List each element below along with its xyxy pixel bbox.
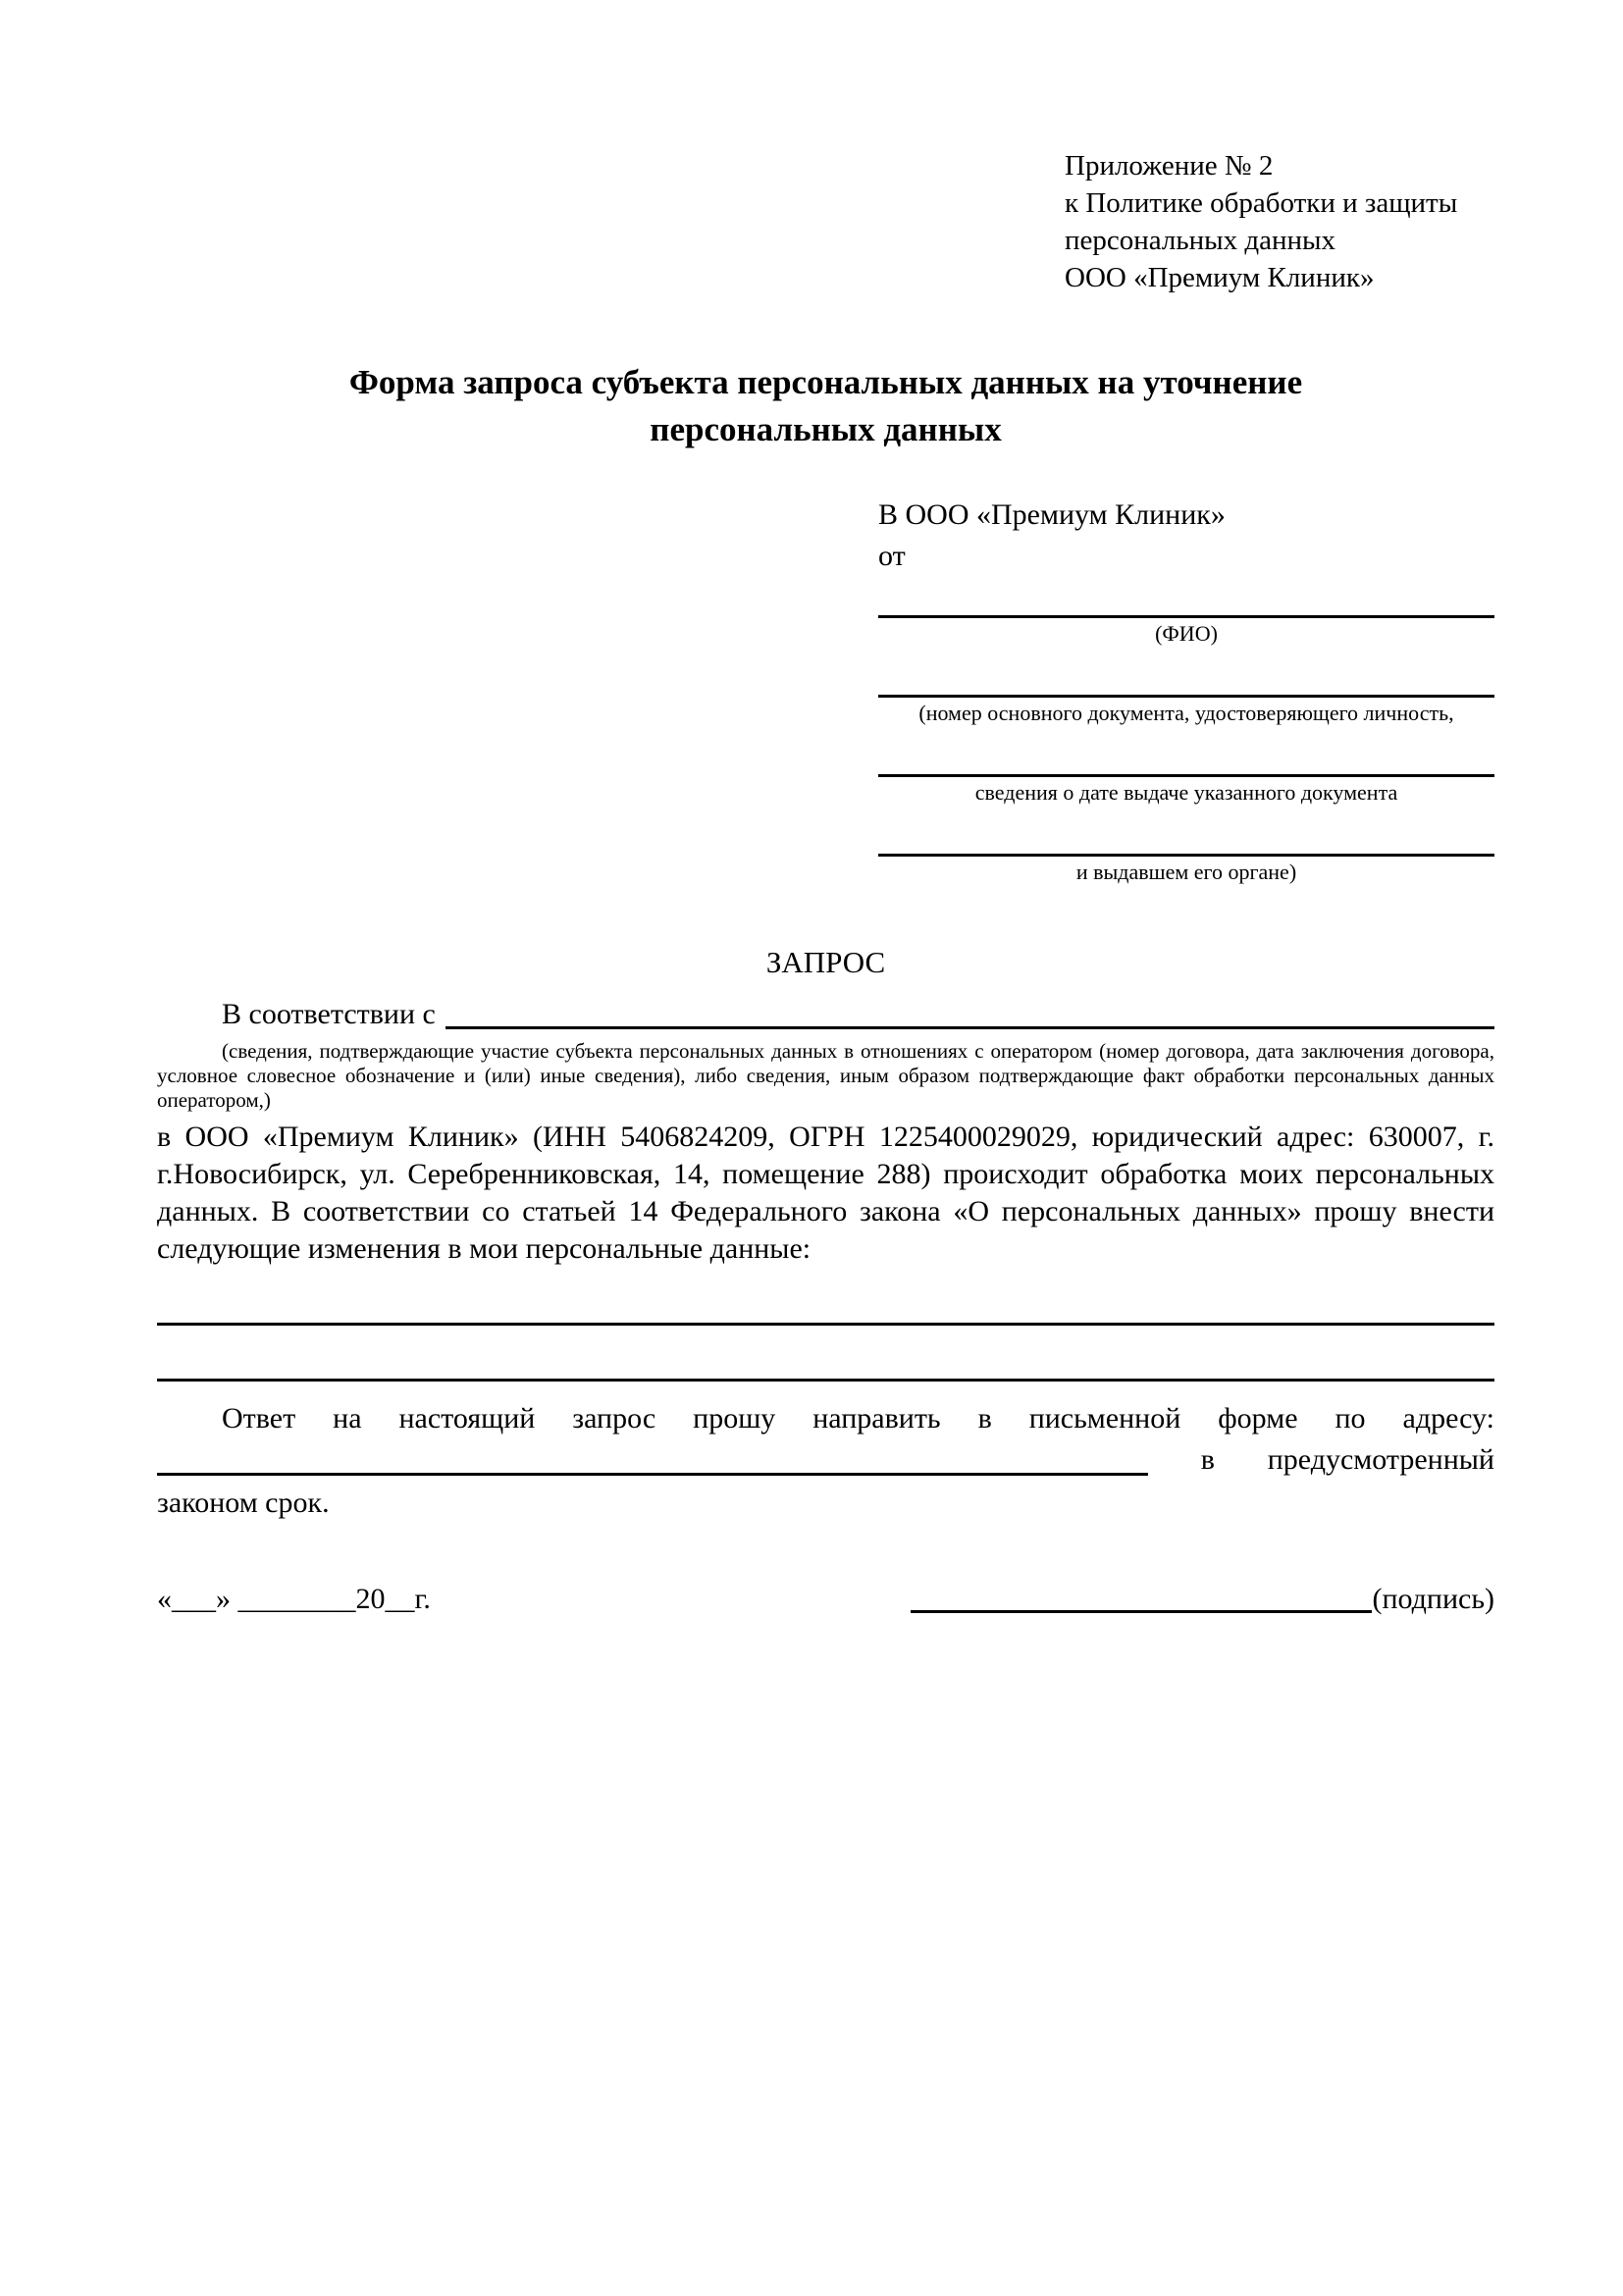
reply-word-in: в [1200, 1443, 1215, 1476]
annex-line: к Политике обработки и защиты [1065, 187, 1458, 219]
annex-note [1065, 147, 1494, 296]
addressee-block [878, 495, 1494, 895]
document-number-blank-line [878, 672, 1494, 698]
signature-caption: (подпись) [1372, 1583, 1494, 1615]
date-blank: «___» ________20__г. [157, 1583, 431, 1615]
changes-blank-line-1 [157, 1323, 1494, 1326]
annex-line: Приложение № 2 [1065, 150, 1274, 182]
fio-caption: (ФИО) [1155, 621, 1218, 646]
request-heading: ЗАПРОС [765, 945, 886, 979]
accordance-footnote: (сведения, подтверждающие участие субъекта персональных данных в отношениях с оператором (номер договора, дата заключения договора, условное словесное обозначение и (или) иные сведения), либо сведения, иным образом подтверждающие факт обработки персональных данных оператором,) [157, 1039, 1494, 1112]
issuing-authority-blank-line [878, 831, 1494, 857]
accordance-prefix: В соответствии с [222, 998, 436, 1030]
signoff-row [157, 1580, 1494, 1619]
addressee-from-label: от [878, 540, 906, 572]
signature-blank-line [911, 1610, 1372, 1613]
signature-area [911, 1580, 1494, 1619]
reply-sentence: Ответ на настоящий запрос прошу направить в письменной форме по адресу: [222, 1402, 1494, 1435]
accordance-blank-line [445, 1026, 1494, 1029]
document-title: Форма запроса субъекта персональных данных на уточнение персональных данных [348, 363, 1303, 448]
document-number-caption: (номер основного документа, удостоверяющего личность, [918, 701, 1454, 725]
accordance-line [157, 995, 1494, 1034]
annex-line: персональных данных [1065, 225, 1336, 256]
issue-date-caption: сведения о дате выдаче указанного документа [974, 780, 1398, 805]
changes-blank-line-2 [157, 1379, 1494, 1382]
reply-word-term: предусмотренный [1267, 1443, 1494, 1476]
reply-closing: законом срок. [157, 1487, 330, 1519]
issue-date-blank-line [878, 752, 1494, 777]
request-body-paragraph: в ООО «Премиум Клиник» (ИНН 5406824209, ОГРН 1225400029029, юридический адрес: 630007, г. г.Новосибирск, ул. Серебренниковская, 14, помещение 288) происходит обработка моих персональных данных. В соответствии со статьей 14 Федерального закона «О персональных данных» прошу внести следующие изменения в мои персональные данные: [157, 1121, 1494, 1265]
address-blank-line [157, 1473, 1148, 1476]
addressee-to: В ООО «Премиум Клиник» [878, 498, 1226, 531]
annex-line: ООО «Премиум Клиник» [1065, 262, 1375, 293]
fio-blank-line [878, 593, 1494, 618]
issuing-authority-caption: и выдавшем его органе) [1075, 860, 1297, 884]
reply-address-row [157, 1438, 1494, 1482]
